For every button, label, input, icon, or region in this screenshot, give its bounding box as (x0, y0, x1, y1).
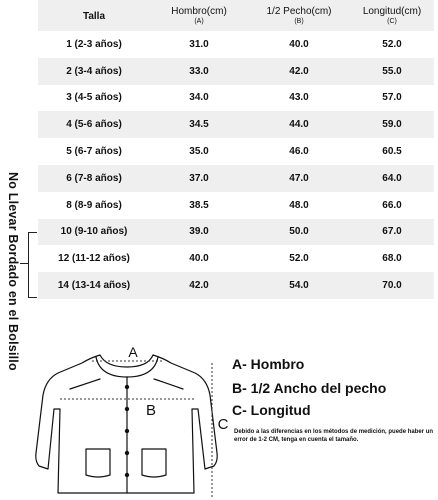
header-talla (38, 0, 150, 31)
cell-pecho: 47.0 (248, 165, 350, 192)
header-longitud-label: Longitud(cm) (362, 6, 422, 17)
cell-pecho: 52.0 (289, 253, 309, 265)
cell-pecho: 54.0 (248, 272, 350, 299)
cell-pecho: 50.0 (248, 219, 350, 246)
cell-longitud: 64.0 (350, 165, 434, 192)
cell-longitud: 52.0 (382, 38, 402, 50)
table-row (38, 245, 434, 272)
cell-hombro: 42.0 (150, 272, 248, 299)
right-pocket (142, 449, 166, 477)
bracket-stub (20, 263, 28, 264)
left-pocket (86, 449, 110, 477)
cell-talla: 10 (9-10 años) (38, 219, 150, 246)
cell-hombro: 34.0 (189, 92, 209, 104)
table-row (38, 165, 434, 192)
legend-hombro: A- Hombro (232, 356, 305, 372)
diagram-label-b: B (145, 402, 157, 419)
button-dot (125, 451, 129, 455)
cell-hombro: 40.0 (189, 253, 209, 265)
header-longitud-sub: (C) (387, 18, 397, 25)
cell-pecho: 46.0 (289, 146, 309, 158)
header-pecho (248, 0, 350, 31)
cell-longitud: 70.0 (350, 272, 434, 299)
cell-talla: 4 (5-6 años) (38, 111, 150, 138)
cell-pecho: 48.0 (289, 199, 309, 211)
button-dot (125, 385, 129, 389)
cell-pecho: 42.0 (248, 58, 350, 85)
cell-longitud: 57.0 (382, 92, 402, 104)
cell-hombro: 31.0 (189, 38, 209, 50)
cell-talla: 8 (8-9 años) (66, 199, 122, 211)
cell-pecho: 40.0 (289, 38, 309, 50)
cell-hombro: 37.0 (150, 165, 248, 192)
diagram-label-c: C (217, 416, 229, 433)
bracket-mark (28, 232, 37, 298)
cell-pecho: 44.0 (248, 111, 350, 138)
header-pecho-sub: (B) (294, 18, 304, 25)
cell-hombro: 38.5 (189, 199, 209, 211)
cell-pecho: 43.0 (289, 92, 309, 104)
cell-hombro: 33.0 (150, 58, 248, 85)
button-dot (125, 407, 129, 411)
cell-talla: 12 (11-12 años) (58, 253, 130, 265)
cell-talla: 5 (6-7 años) (66, 146, 122, 158)
cell-hombro: 34.5 (150, 111, 248, 138)
cell-longitud: 55.0 (350, 58, 434, 85)
header-hombro (150, 0, 248, 31)
legend-pecho: B- 1/2 Ancho del pecho (232, 380, 387, 396)
cell-talla: 1 (2-3 años) (66, 38, 122, 50)
header-pecho-label: 1/2 Pecho(cm) (266, 6, 332, 17)
table-header-row (38, 0, 434, 31)
table-row (38, 58, 434, 85)
cell-longitud: 60.5 (382, 146, 402, 158)
header-hombro-sub: (A) (194, 18, 204, 25)
disclaimer-text: Debido a las diferencias en los métodos de medición, puede haber un error de 1-2 CM, tenga en cuenta el tamaño. (234, 429, 434, 444)
smock-measurement-diagram (30, 343, 230, 500)
cell-talla: 3 (4-5 años) (66, 92, 122, 104)
table-row (38, 219, 434, 246)
cell-talla: 6 (7-8 años) (38, 165, 150, 192)
table-row (38, 31, 434, 58)
header-hombro-label: Hombro(cm) (171, 6, 227, 17)
table-row (38, 272, 434, 299)
cell-longitud: 67.0 (350, 219, 434, 246)
cell-longitud: 59.0 (350, 111, 434, 138)
cell-hombro: 39.0 (150, 219, 248, 246)
cell-hombro: 35.0 (189, 146, 209, 158)
button-dot (125, 473, 129, 477)
diagram-label-a: A (128, 344, 138, 360)
table-row (38, 192, 434, 219)
side-note-no-embroidery: No Llevar Bordado en el Bolsillo (6, 172, 20, 371)
table-row (38, 85, 434, 112)
table-row (38, 111, 434, 138)
header-talla-label: Talla (82, 10, 106, 22)
cell-longitud: 66.0 (382, 199, 402, 211)
legend-longitud: C- Longitud (232, 402, 311, 418)
size-table (38, 0, 434, 299)
table-row (38, 138, 434, 165)
header-longitud (350, 0, 434, 31)
cell-longitud: 68.0 (382, 253, 402, 265)
cell-talla: 14 (13-14 años) (38, 272, 150, 299)
cell-talla: 2 (3-4 años) (38, 58, 150, 85)
button-dot (125, 429, 129, 433)
